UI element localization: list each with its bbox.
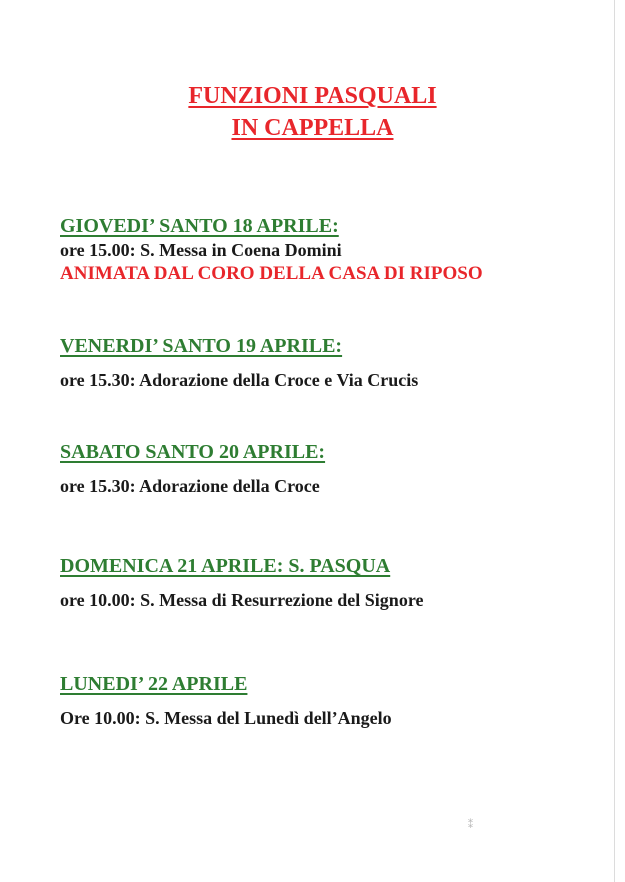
section-venerdi-santo — [60, 334, 600, 392]
schedule-line: ore 10.00: S. Messa di Resurrezione del Signore — [60, 590, 424, 610]
section-sabato-santo — [60, 440, 600, 498]
section-heading: SABATO SANTO 20 APRILE: — [60, 441, 326, 463]
page-title — [0, 80, 625, 144]
schedule-line: Ore 10.00: S. Messa del Lunedì dell’Angelo — [60, 708, 392, 728]
section-heading: VENERDI’ SANTO 19 APRILE: — [60, 335, 343, 357]
section-heading: LUNEDI’ 22 APRILE — [60, 673, 248, 695]
section-heading: GIOVEDI’ SANTO 18 APRILE: — [60, 215, 339, 237]
section-heading: DOMENICA 21 APRILE: S. PASQUA — [60, 555, 391, 577]
scan-speck-mark: ⁑ — [468, 820, 473, 831]
title-line-2: IN CAPPELLA — [231, 115, 394, 141]
schedule-line: ore 15.30: Adorazione della Croce e Via Crucis — [60, 370, 419, 390]
section-domenica-pasqua — [60, 554, 600, 612]
schedule-line: ore 15.30: Adorazione della Croce — [60, 476, 320, 496]
section-giovedi-santo — [60, 214, 600, 286]
schedule-line: ore 15.00: S. Messa in Coena Domini — [60, 240, 342, 260]
choir-note: ANIMATA DAL CORO DELLA CASA DI RIPOSO — [60, 263, 483, 284]
title-line-1: FUNZIONI PASQUALI — [188, 83, 437, 109]
section-lunedi-angelo — [60, 672, 600, 730]
